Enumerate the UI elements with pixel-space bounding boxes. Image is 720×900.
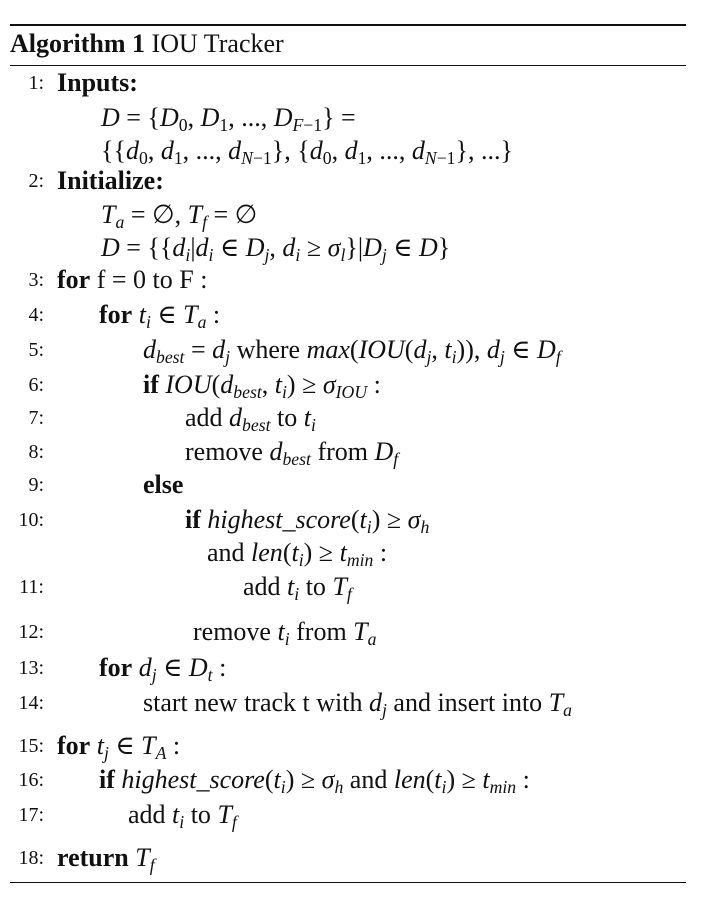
bottom-rule [10,882,686,883]
algorithm-caption [10,29,284,59]
line-code: {{$d_0$, $d_1$, ..., $d_{N-1}$}, {$d_0$, $d_1$, ..., $d_{N-1}$}, ...} [101,136,513,168]
line-code: $T_a$ = ∅, $T_f$ = ∅ [101,200,258,232]
line-code: add $t_i$ to $T_f$ [128,800,237,832]
line-code: and $len(t_i) \ge t_{min}$ : [207,538,388,570]
line-code: Initialize: [57,166,164,195]
line-code: $d_{best} = d_j$ where $\max(IOU(d_j$, $t_i$)), $d_j$ ∈ $D_f$ [143,335,561,367]
line-code: remove $t_i$ from $T_a$ [193,617,377,649]
line-number: 17: [18,804,44,826]
line-code: start new track t with $d_j$ and insert into $T_a$ [143,688,572,720]
line-number: 18: [18,847,44,869]
line-number: 11: [19,576,44,598]
line-number: 13: [18,657,44,679]
line-code: Inputs: [57,68,138,97]
line-number: 14: [18,692,44,714]
algorithm-label: Algorithm 1 [10,29,146,58]
line-number: 12: [18,621,44,643]
line-code: for $t_i$ ∈ $T_a$ : [99,300,221,332]
line-code: else [143,470,184,499]
line-code: $D = \{D_0$, $D_1$, ..., $D_{F-1}$} = [101,103,356,135]
line-number: 16: [18,769,44,791]
top-rule [10,24,686,26]
line-number: 2: [28,170,44,192]
line-number: 10: [18,509,44,531]
line-code: add $t_i$ to $T_f$ [243,572,352,604]
line-number: 5: [28,339,44,361]
line-code: for $t_j$ ∈ $T_A$ : [57,731,181,763]
line-code: if $highest\_score(t_i) \ge \sigma_h$ [185,505,430,537]
line-code: if $highest\_score(t_i) \ge \sigma_h$ and $len(t_i) \ge t_{min}$ : [99,765,530,797]
line-code: remove $d_{best}$ from $D_f$ [185,437,399,469]
line-number: 1: [28,72,44,94]
line-code: return $T_f$ [57,843,155,875]
line-number: 7: [28,407,44,429]
line-number: 4: [28,304,44,326]
algorithm-title: IOU Tracker [151,29,284,58]
line-code: $D = \{\{d_i|d_i$ ∈ $D_j$, $d_i \ge \sigma_l\}|D_j$ ∈ D} [101,233,451,265]
line-code: for f = 0 to F : [57,265,208,294]
line-code: for $d_j$ ∈ $D_t$ : [99,653,227,685]
line-code: add $d_{best}$ to $t_i$ [185,403,316,435]
line-number: 9: [28,474,44,496]
line-number: 6: [28,374,44,396]
line-number: 3: [28,269,44,291]
line-code: if $IOU(d_{best}$, $t_i) \ge \sigma_{IOU}$ : [143,370,381,402]
line-number: 15: [18,735,44,757]
caption-rule [10,65,686,66]
line-number: 8: [28,441,44,463]
